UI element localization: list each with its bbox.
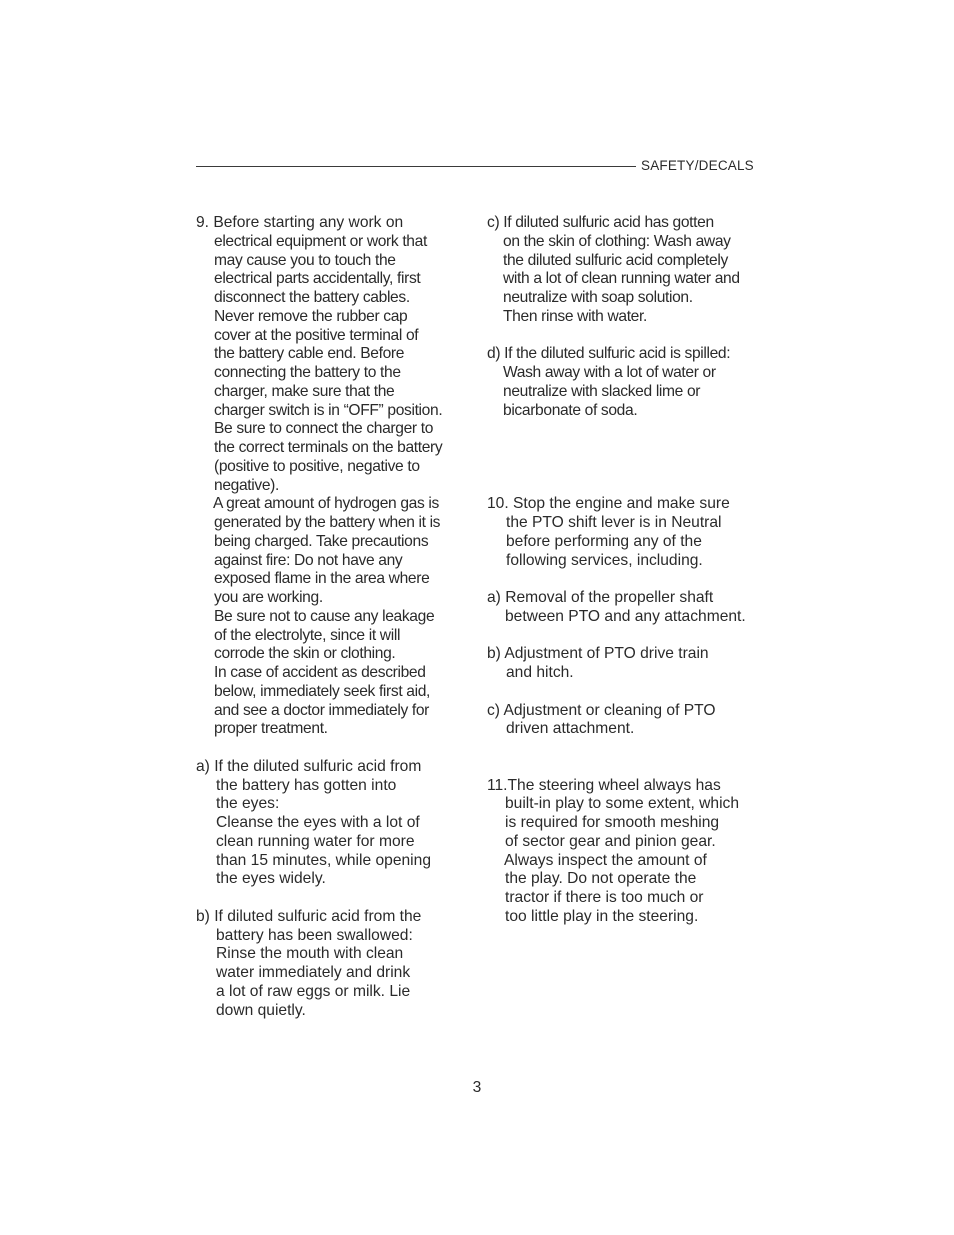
paragraph-gap [487,739,762,758]
text-line: connecting the battery to the [214,364,401,381]
paragraph-gap [196,889,471,908]
text-line: b) Adjustment of PTO drive train [487,645,709,663]
text-line: than 15 minutes, while opening [216,851,431,869]
text-line: the battery cable end. Before [214,345,405,363]
text-line: the PTO shift lever is in Neutral [506,514,722,531]
text-line: proper treatment. [214,720,328,738]
paragraph-gap [487,420,762,439]
text-line: is required for smooth meshing [505,814,720,831]
text-line: generated by the battery when it is [214,514,441,531]
text-line: 9. Before starting any work on [196,214,404,231]
text-line: c) Adjustment or cleaning of PTO [487,701,716,719]
text-line: down quietly. [216,1001,306,1019]
paragraph-gap [487,477,762,496]
paragraph-gap [487,327,762,346]
text-line: Never remove the rubber cap [214,307,408,325]
text-line: In case of accident as described [214,664,426,681]
text-line: corrode the skin or clothing. [214,645,396,663]
text-line: exposed flame in the area where [214,570,430,588]
text-line: cover at the positive terminal of [214,326,419,344]
text-line: disconnect the battery cables. [214,289,410,306]
text-line: Then rinse with water. [503,307,647,325]
text-line: 10. Stop the engine and make sure [487,495,730,513]
text-line: against fire: Do not have any [214,551,403,569]
text-line: before performing any of the [506,532,702,550]
text-line: being charged. Take precautions [214,532,429,550]
text-line: b) If diluted sulfuric acid from the [196,907,422,925]
text-line: a lot of raw eggs or milk. Lie [216,982,411,1000]
text-line: between PTO and any attachment. [505,607,746,625]
text-line: A great amount of hydrogen gas is [213,495,439,513]
text-line: on the skin of clothing: Wash away [503,232,731,250]
text-line: water immediately and drink [216,964,411,981]
left-column [196,214,471,1020]
text-line: following services, including. [506,551,703,569]
text-line: neutralize with slacked lime or [503,382,701,400]
text-line: (positive to positive, negative to [214,457,420,475]
text-line: bicarbonate of soda. [503,401,638,419]
text-line: clean running water for more [216,832,415,850]
text-line: Wash away with a lot of water or [503,364,716,381]
text-line: Always inspect the amount of [504,851,707,869]
text-line: you are working. [214,589,323,606]
text-line: tractor if there is too much or [505,889,704,906]
text-line: the battery has gotten into [216,776,397,794]
text-line: charger switch is in “OFF” position. [214,401,443,419]
text-line: Cleanse the eyes with a lot of [216,814,420,831]
text-line: Be sure not to cause any leakage [214,607,435,625]
paragraph-gap [487,570,762,589]
text-line: of the electrolyte, since it will [214,626,401,644]
text-line: driven attachment. [506,720,635,738]
text-line: charger, make sure that the [214,382,395,400]
paragraph-gap [487,458,762,477]
paragraph-gap [487,683,762,702]
paragraph-gap [487,758,762,777]
text-line: the diluted sulfuric acid completely [503,251,728,269]
text-line: may cause you to touch the [214,251,396,269]
text-line: of sector gear and pinion gear. [505,832,716,850]
text-line: electrical equipment or work that [214,232,427,250]
text-line: a) If the diluted sulfuric acid from [196,757,422,775]
text-line: a) Removal of the propeller shaft [487,589,714,606]
text-line: the correct terminals on the battery [214,439,443,456]
paragraph-gap [487,627,762,646]
text-line: electrical parts accidentally, first [214,270,421,288]
section-title: SAFETY/DECALS [641,158,754,173]
text-line: built-in play to some extent, which [505,795,740,813]
text-line: c) If diluted sulfuric acid has gotten [487,214,714,231]
text-line: the eyes: [216,795,280,813]
text-line: the eyes widely. [216,870,326,888]
text-line: below, immediately seek first aid, [214,682,431,700]
text-line: Be sure to connect the charger to [214,420,434,438]
text-line: neutralize with soap solution. [503,289,693,306]
header-rule [196,166,636,167]
page-number: 3 [472,1079,482,1096]
text-line: Rinse the mouth with clean [216,945,404,963]
text-line: negative). [214,476,279,494]
text-line: with a lot of clean running water and [503,270,740,288]
text-line: and hitch. [506,664,574,681]
text-line: and see a doctor immediately for [214,701,430,719]
paragraph-gap [196,739,471,758]
text-line: the play. Do not operate the [505,870,697,888]
paragraph-gap [487,439,762,458]
text-line: battery has been swallowed: [216,926,413,944]
text-line: d) If the diluted sulfuric acid is spilled: [487,345,731,363]
text-line: too little play in the steering. [505,907,699,925]
text-line: 11.The steering wheel always has [487,776,721,794]
right-column [487,214,762,927]
